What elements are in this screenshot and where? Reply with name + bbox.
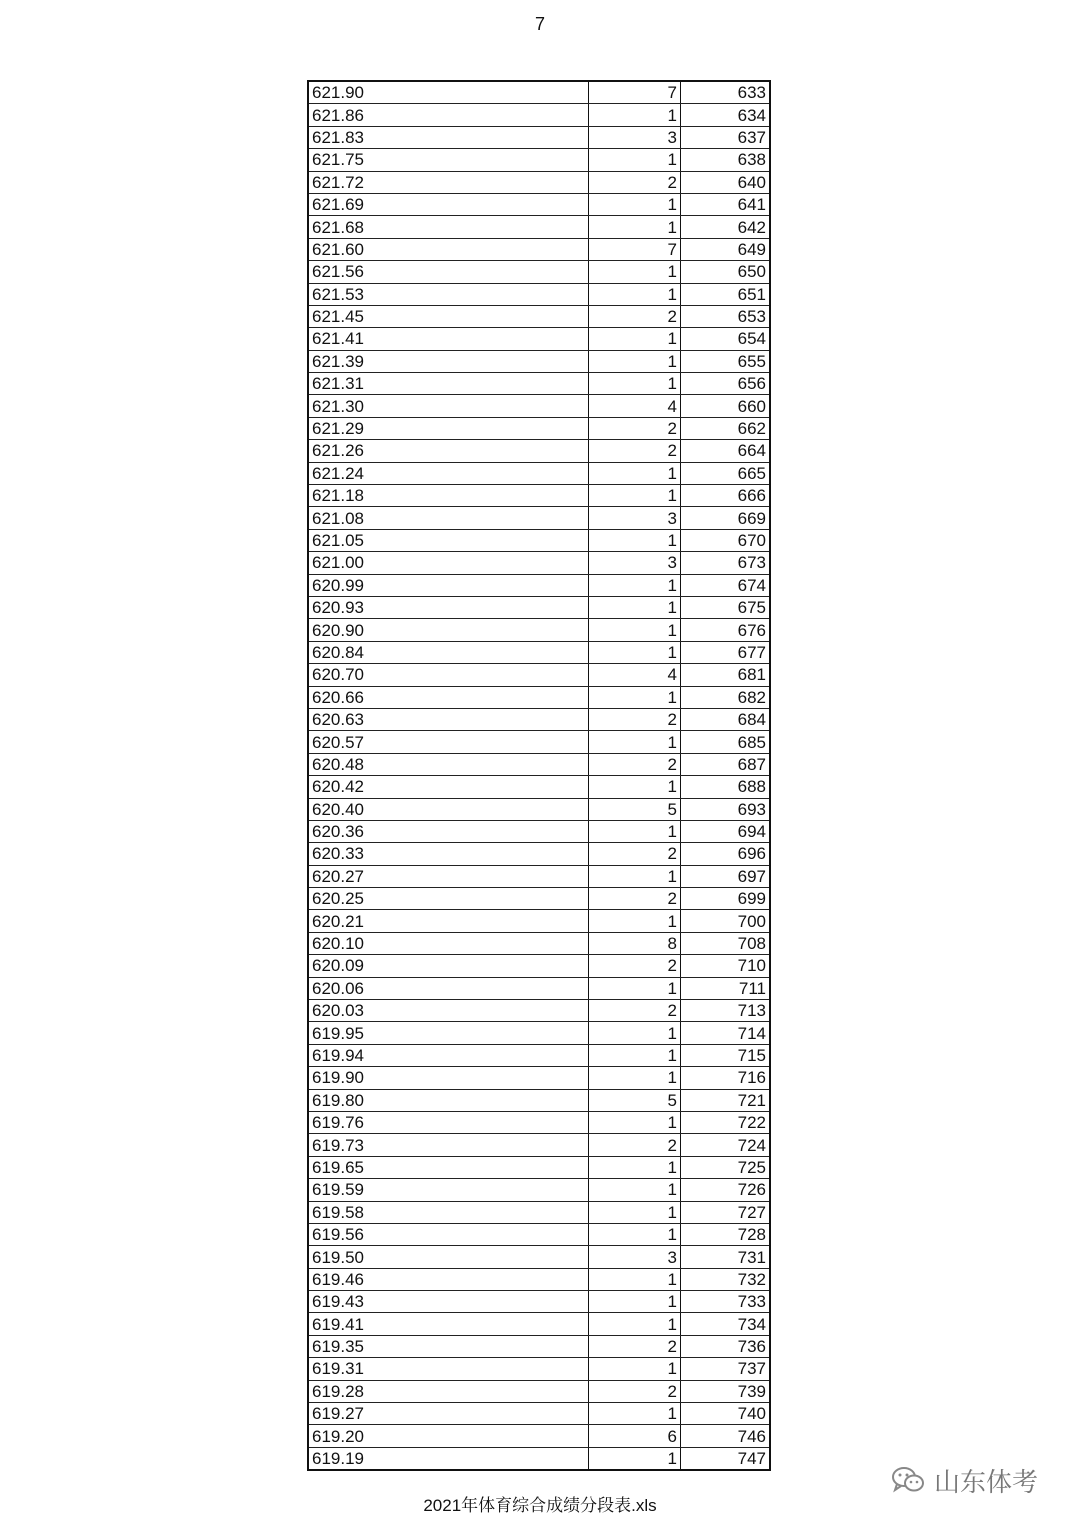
count-cell: 1 <box>589 462 681 484</box>
count-cell: 1 <box>589 865 681 887</box>
table-row <box>309 776 769 798</box>
cumulative-cell: 700 <box>681 910 770 932</box>
table-row <box>309 305 769 327</box>
cumulative-cell: 634 <box>681 104 770 126</box>
score-cell: 621.56 <box>309 261 589 283</box>
table-row <box>309 843 769 865</box>
score-cell: 621.90 <box>309 82 589 104</box>
count-cell: 2 <box>589 440 681 462</box>
table-row <box>309 1335 769 1357</box>
table-row <box>309 1246 769 1268</box>
table-row <box>309 552 769 574</box>
count-cell: 1 <box>589 1156 681 1178</box>
score-cell: 621.29 <box>309 417 589 439</box>
cumulative-cell: 650 <box>681 261 770 283</box>
cumulative-cell: 708 <box>681 932 770 954</box>
cumulative-cell: 660 <box>681 395 770 417</box>
cumulative-cell: 670 <box>681 529 770 551</box>
cumulative-cell: 747 <box>737 1449 766 1469</box>
table-row <box>309 596 769 618</box>
score-cell: 619.27 <box>309 1403 589 1425</box>
table-row <box>309 888 769 910</box>
count-cell: 2 <box>589 708 681 730</box>
score-cell: 620.25 <box>309 888 589 910</box>
score-cell: 620.09 <box>309 955 589 977</box>
cumulative-cell: 640 <box>681 171 770 193</box>
score-cell: 619.80 <box>309 1089 589 1111</box>
table-row <box>309 149 769 171</box>
count-cell: 1 <box>589 283 681 305</box>
cumulative-cell: 673 <box>681 552 770 574</box>
table-row <box>309 350 769 372</box>
cumulative-cell: 724 <box>681 1134 770 1156</box>
count-cell: 2 <box>589 753 681 775</box>
score-cell: 619.59 <box>309 1179 589 1201</box>
table-row <box>309 820 769 842</box>
score-cell: 620.21 <box>309 910 589 932</box>
score-cell: 621.83 <box>309 126 589 148</box>
cumulative-cell: 713 <box>681 1000 770 1022</box>
cumulative-cell: 721 <box>681 1089 770 1111</box>
count-cell: 1 <box>589 619 681 641</box>
cumulative-cell: 725 <box>681 1156 770 1178</box>
table-row <box>309 126 769 148</box>
count-cell: 1 <box>589 193 681 215</box>
table-row <box>309 82 769 104</box>
table-row <box>309 664 769 686</box>
score-cell: 619.65 <box>309 1156 589 1178</box>
page-number: 7 <box>534 14 545 34</box>
cumulative-cell: 688 <box>681 776 770 798</box>
cumulative-cell: 697 <box>681 865 770 887</box>
cumulative-cell: 716 <box>681 1067 770 1089</box>
wechat-icon <box>890 1465 926 1495</box>
score-cell: 620.10 <box>309 932 589 954</box>
score-cell: 620.63 <box>309 708 589 730</box>
table-row <box>309 686 769 708</box>
cumulative-cell: 666 <box>681 485 770 507</box>
table-row <box>309 641 769 663</box>
table-row <box>309 1111 769 1133</box>
cumulative-cell: 694 <box>681 820 770 842</box>
score-cell: 621.68 <box>309 216 589 238</box>
cumulative-cell: 739 <box>681 1380 770 1402</box>
cumulative-cell: 714 <box>681 1022 770 1044</box>
table-row <box>309 440 769 462</box>
cumulative-cell: 685 <box>681 731 770 753</box>
count-cell: 1 <box>589 1223 681 1245</box>
count-cell: 1 <box>589 1313 681 1335</box>
cumulative-cell: 654 <box>681 328 770 350</box>
cumulative-cell: 677 <box>681 641 770 663</box>
count-cell: 1 <box>589 485 681 507</box>
table-row <box>309 1156 769 1178</box>
cumulative-cell: 684 <box>681 708 770 730</box>
count-cell: 1 <box>589 216 681 238</box>
watermark <box>890 1462 1038 1498</box>
score-cell: 620.06 <box>309 977 589 999</box>
cumulative-cell: 641 <box>681 193 770 215</box>
count-cell: 1 <box>589 1268 681 1290</box>
score-cell: 621.75 <box>309 149 589 171</box>
cumulative-cell: 662 <box>681 417 770 439</box>
score-cell: 619.58 <box>309 1201 589 1223</box>
cumulative-cell: 733 <box>681 1291 770 1313</box>
count-cell: 2 <box>589 1000 681 1022</box>
count-cell: 1 <box>589 1179 681 1201</box>
score-cell: 621.72 <box>309 171 589 193</box>
table-row <box>309 171 769 193</box>
cumulative-cell: 722 <box>681 1111 770 1133</box>
score-cell: 619.76 <box>309 1111 589 1133</box>
cumulative-cell: 710 <box>681 955 770 977</box>
cumulative-cell: 633 <box>681 82 770 104</box>
count-cell: 1 <box>589 1201 681 1223</box>
count-cell: 1 <box>589 104 681 126</box>
score-cell: 620.48 <box>309 753 589 775</box>
count-cell: 1 <box>589 1358 681 1380</box>
count-cell: 1 <box>589 641 681 663</box>
table-row <box>309 1291 769 1313</box>
table-row <box>309 731 769 753</box>
cumulative-cell: 699 <box>681 888 770 910</box>
count-cell: 1 <box>589 1067 681 1089</box>
count-cell: 6 <box>589 1425 681 1447</box>
cumulative-cell: 728 <box>681 1223 770 1245</box>
count-cell: 1 <box>589 261 681 283</box>
table-row <box>309 619 769 641</box>
count-cell: 2 <box>589 305 681 327</box>
count-cell: 7 <box>589 238 681 260</box>
score-table <box>307 80 771 1471</box>
score-cell: 620.90 <box>309 619 589 641</box>
cumulative-cell: 642 <box>681 216 770 238</box>
count-cell: 3 <box>589 1246 681 1268</box>
count-cell: 3 <box>589 507 681 529</box>
count-cell: 4 <box>589 395 681 417</box>
score-cell: 619.31 <box>309 1358 589 1380</box>
score-cell: 621.45 <box>309 305 589 327</box>
table-row <box>309 708 769 730</box>
score-cell: 620.93 <box>309 596 589 618</box>
count-cell: 1 <box>589 977 681 999</box>
table-row <box>309 753 769 775</box>
table-row <box>309 910 769 932</box>
score-cell: 620.36 <box>309 820 589 842</box>
count-cell: 1 <box>589 328 681 350</box>
score-cell: 619.95 <box>309 1022 589 1044</box>
score-cell: 619.28 <box>309 1380 589 1402</box>
score-cell: 621.53 <box>309 283 589 305</box>
cumulative-cell: 682 <box>681 686 770 708</box>
table-row <box>309 395 769 417</box>
watermark-text: 山东体考 <box>934 1466 1039 1497</box>
cumulative-cell: 675 <box>681 596 770 618</box>
score-cell: 619.56 <box>309 1223 589 1245</box>
cumulative-cell: 656 <box>681 373 770 395</box>
table-row <box>309 865 769 887</box>
count-cell: 1 <box>589 350 681 372</box>
table-row <box>309 529 769 551</box>
cumulative-cell: 711 <box>681 977 770 999</box>
cumulative-cell: 732 <box>681 1268 770 1290</box>
score-cell: 619.50 <box>309 1246 589 1268</box>
table-row <box>309 1134 769 1156</box>
cumulative-cell: 676 <box>681 619 770 641</box>
table-row <box>309 1089 769 1111</box>
cumulative-cell: 651 <box>681 283 770 305</box>
table-row <box>309 1380 769 1402</box>
count-cell: 2 <box>589 955 681 977</box>
count-cell: 1 <box>589 1447 681 1469</box>
score-cell: 621.26 <box>309 440 589 462</box>
count-cell: 1 <box>589 373 681 395</box>
cumulative-cell: 740 <box>681 1403 770 1425</box>
score-cell: 621.00 <box>309 552 589 574</box>
table-row <box>309 574 769 596</box>
table-row <box>309 261 769 283</box>
count-cell: 2 <box>589 1134 681 1156</box>
cumulative-cell: 737 <box>681 1358 770 1380</box>
table-row <box>309 1044 769 1066</box>
score-cell: 619.20 <box>309 1425 589 1447</box>
cumulative-cell: 731 <box>681 1246 770 1268</box>
count-cell: 8 <box>589 932 681 954</box>
score-cell: 620.42 <box>309 776 589 798</box>
table-row <box>309 328 769 350</box>
count-cell: 1 <box>589 1022 681 1044</box>
cumulative-cell: 687 <box>681 753 770 775</box>
table-row <box>309 1201 769 1223</box>
count-cell: 2 <box>589 888 681 910</box>
count-cell: 1 <box>589 820 681 842</box>
cumulative-cell: 649 <box>681 238 770 260</box>
table-row <box>309 417 769 439</box>
table-row <box>309 798 769 820</box>
score-cell: 621.60 <box>309 238 589 260</box>
table-row <box>309 1268 769 1290</box>
count-cell: 1 <box>589 686 681 708</box>
cumulative-cell: 665 <box>681 462 770 484</box>
score-cell: 620.33 <box>309 843 589 865</box>
cumulative-cell: 637 <box>681 126 770 148</box>
score-cell: 619.46 <box>309 1268 589 1290</box>
cumulative-cell: 696 <box>681 843 770 865</box>
count-cell: 1 <box>589 574 681 596</box>
score-cell: 621.08 <box>309 507 589 529</box>
table-row <box>309 1223 769 1245</box>
count-cell: 2 <box>589 1335 681 1357</box>
count-cell: 1 <box>589 1403 681 1425</box>
score-cell: 620.57 <box>309 731 589 753</box>
count-cell: 3 <box>589 126 681 148</box>
score-cell: 621.69 <box>309 193 589 215</box>
score-cell: 620.70 <box>309 664 589 686</box>
count-cell: 1 <box>589 1291 681 1313</box>
count-cell: 7 <box>589 82 681 104</box>
count-cell: 1 <box>589 149 681 171</box>
table-row <box>309 238 769 260</box>
score-cell: 620.40 <box>309 798 589 820</box>
cumulative-cell: 715 <box>681 1044 770 1066</box>
score-cell: 621.30 <box>309 395 589 417</box>
table-row <box>309 507 769 529</box>
count-cell: 5 <box>589 798 681 820</box>
count-cell: 1 <box>589 596 681 618</box>
count-cell: 1 <box>589 529 681 551</box>
count-cell: 4 <box>589 664 681 686</box>
score-cell: 621.24 <box>309 462 589 484</box>
cumulative-cell: 664 <box>681 440 770 462</box>
score-cell: 619.41 <box>309 1313 589 1335</box>
cumulative-cell: 655 <box>681 350 770 372</box>
score-cell: 620.27 <box>309 865 589 887</box>
cumulative-cell: 736 <box>681 1335 770 1357</box>
score-cell: 620.84 <box>309 641 589 663</box>
count-cell: 5 <box>589 1089 681 1111</box>
count-cell: 1 <box>589 776 681 798</box>
table-row <box>309 193 769 215</box>
count-cell: 2 <box>589 171 681 193</box>
table-row <box>309 1067 769 1089</box>
count-cell: 2 <box>589 1380 681 1402</box>
cumulative-cell: 746 <box>681 1425 770 1447</box>
score-cell: 619.90 <box>309 1067 589 1089</box>
score-cell: 621.39 <box>309 350 589 372</box>
count-cell: 2 <box>589 417 681 439</box>
table-row <box>309 932 769 954</box>
cumulative-cell: 727 <box>681 1201 770 1223</box>
score-cell: 619.19 <box>309 1447 589 1469</box>
table-row <box>309 1000 769 1022</box>
cumulative-cell: 734 <box>681 1313 770 1335</box>
table-row <box>309 104 769 126</box>
cumulative-cell: 674 <box>681 574 770 596</box>
cumulative-cell: 638 <box>681 149 770 171</box>
score-cell: 621.31 <box>309 373 589 395</box>
cumulative-cell: 653 <box>681 305 770 327</box>
score-cell: 619.35 <box>309 1335 589 1357</box>
count-cell: 1 <box>589 1111 681 1133</box>
table-row <box>309 955 769 977</box>
table-row <box>309 1179 769 1201</box>
table-row <box>309 373 769 395</box>
score-cell: 621.05 <box>309 529 589 551</box>
count-cell: 1 <box>589 1044 681 1066</box>
table-row <box>309 977 769 999</box>
score-cell: 619.94 <box>309 1044 589 1066</box>
cumulative-cell: 693 <box>681 798 770 820</box>
cumulative-cell: 681 <box>681 664 770 686</box>
table-row <box>309 1313 769 1335</box>
table-row <box>309 485 769 507</box>
table-row <box>309 1403 769 1425</box>
count-cell: 3 <box>589 552 681 574</box>
score-cell: 621.86 <box>309 104 589 126</box>
table-row <box>309 1425 769 1447</box>
table-row <box>309 1358 769 1380</box>
score-cell: 619.73 <box>309 1134 589 1156</box>
table-row <box>309 216 769 238</box>
score-cell: 621.18 <box>309 485 589 507</box>
score-cell: 621.41 <box>309 328 589 350</box>
table-row <box>309 1022 769 1044</box>
table-row <box>309 462 769 484</box>
score-cell: 620.03 <box>309 1000 589 1022</box>
score-cell: 620.66 <box>309 686 589 708</box>
footer-filename: 2021年体育综合成绩分段表.xls <box>423 1496 657 1515</box>
table-row <box>309 1447 769 1469</box>
count-cell: 2 <box>589 843 681 865</box>
count-cell: 1 <box>589 910 681 932</box>
cumulative-cell: 726 <box>681 1179 770 1201</box>
count-cell: 1 <box>589 731 681 753</box>
score-cell: 619.43 <box>309 1291 589 1313</box>
score-table-body <box>309 82 769 1469</box>
cumulative-cell: 669 <box>681 507 770 529</box>
score-cell: 620.99 <box>309 574 589 596</box>
table-row <box>309 283 769 305</box>
